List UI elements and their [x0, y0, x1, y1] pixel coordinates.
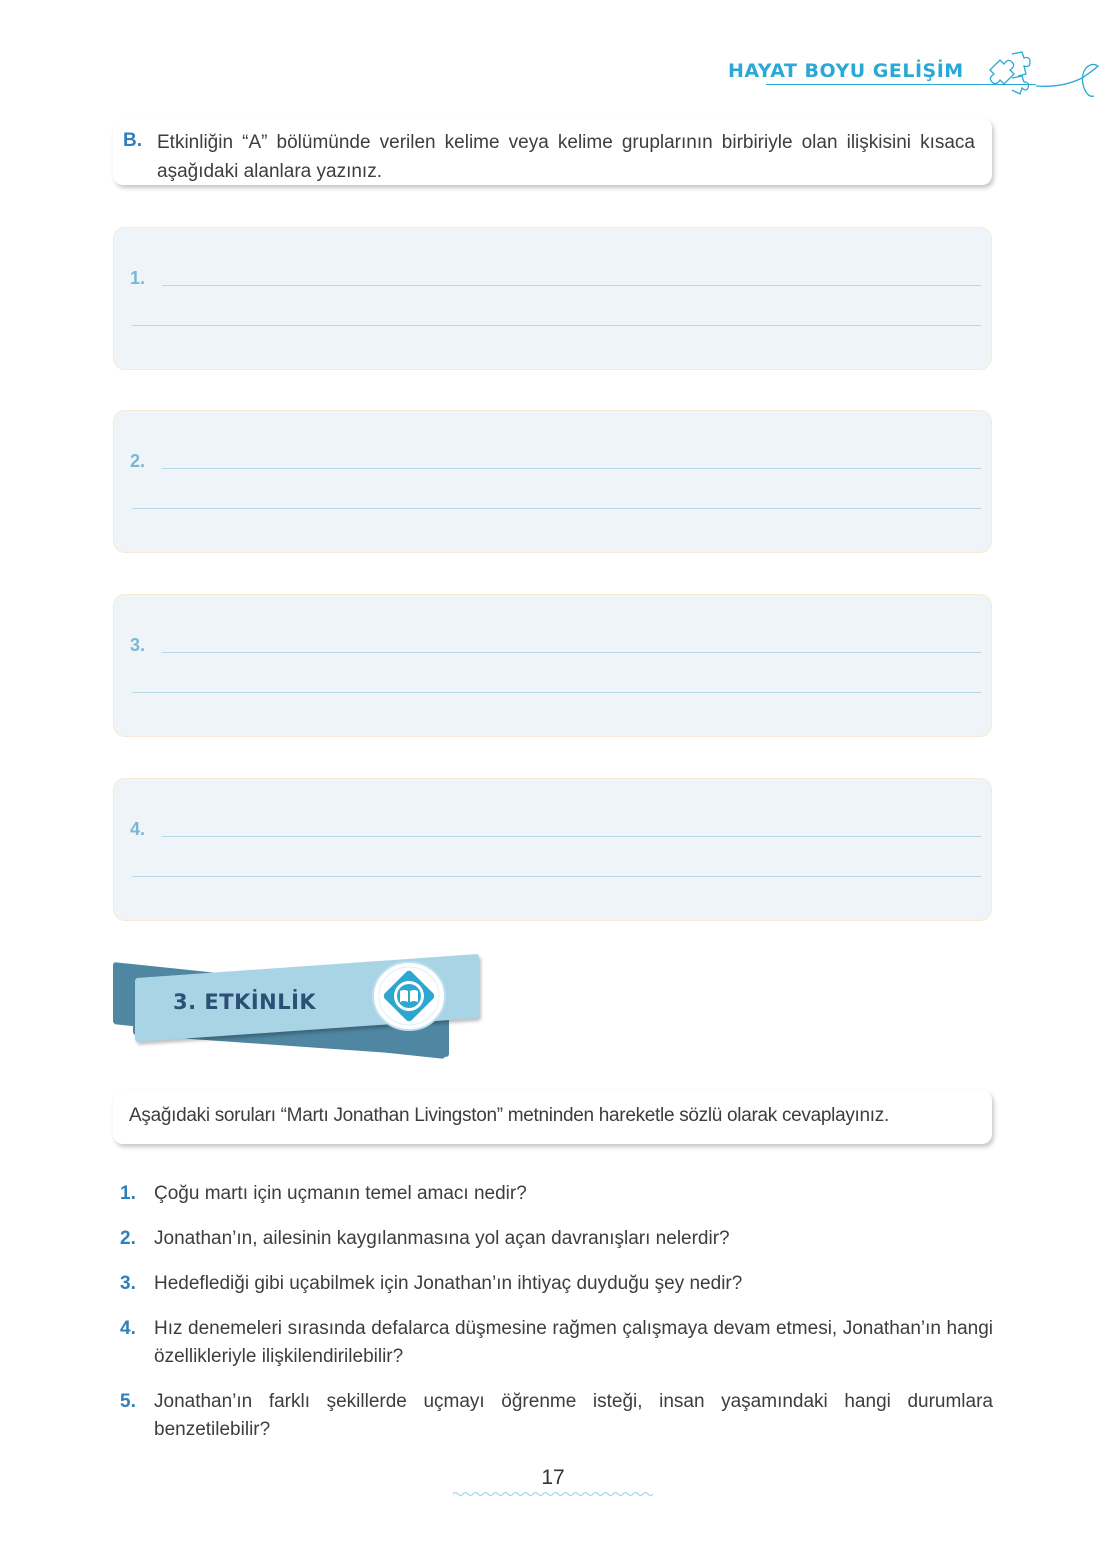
question-item [120, 1388, 993, 1444]
answer-box-1[interactable] [113, 227, 992, 370]
section-b-text: Etkinliğin “A” bölümünde verilen kelime veya kelime gruplarının birbiriyle olan ilişkisini kısaca aşağıdaki alanlara yazınız. [157, 132, 975, 182]
answer-box-3[interactable] [113, 594, 992, 737]
activity-banner [113, 960, 493, 1055]
question-item [120, 1270, 993, 1298]
section-letter: B. [123, 130, 142, 151]
question-text: Hız denemeleri sırasında defalarca düşmesine rağmen çalışmaya devam etmesi, Jonathan’ın hangi özellikleriyle ilişkilendirilebilir? [154, 1318, 993, 1367]
page-number: 17 [541, 1466, 565, 1489]
instruction-box-2 [113, 1090, 992, 1144]
page-header [720, 48, 1106, 108]
answer-number: 4. [130, 819, 146, 839]
question-list [120, 1180, 993, 1461]
activity-title: 3. ETKİNLİK [173, 990, 317, 1014]
question-item [120, 1315, 993, 1371]
puzzle-icon [982, 48, 1106, 104]
question-number: 5. [120, 1391, 136, 1412]
question-text: Hedeflediği gibi uçabilmek için Jonathan’ın ihtiyaç duyduğu şey nedir? [154, 1273, 743, 1294]
answer-number: 1. [130, 268, 146, 288]
instruction-text: Aşağıdaki soruları “Martı Jonathan Livingston” metninden hareketle sözlü olarak cevaplayınız. [129, 1105, 889, 1126]
question-item [120, 1180, 993, 1208]
answer-box-2[interactable] [113, 410, 992, 553]
answer-line[interactable] [132, 508, 981, 509]
header-title: HAYAT BOYU GELİŞİM [728, 60, 964, 82]
answer-box-4[interactable] [113, 778, 992, 921]
question-text: Çoğu martı için uçmanın temel amacı nedir? [154, 1183, 527, 1204]
answer-line[interactable] [132, 325, 981, 326]
question-number: 2. [120, 1228, 136, 1249]
answer-line[interactable] [132, 692, 981, 693]
answer-line[interactable] [132, 876, 981, 877]
book-icon [371, 960, 449, 1032]
answer-line[interactable] [162, 652, 981, 653]
question-number: 1. [120, 1183, 136, 1204]
answer-line[interactable] [162, 468, 981, 469]
answer-line[interactable] [162, 285, 981, 286]
answer-number: 3. [130, 635, 146, 655]
instruction-box-b [113, 118, 992, 185]
question-item [120, 1225, 993, 1253]
question-number: 3. [120, 1273, 136, 1294]
question-number: 4. [120, 1318, 136, 1339]
footer-decoration [453, 1490, 653, 1498]
question-text: Jonathan’ın, ailesinin kaygılanmasına yol açan davranışları nelerdir? [154, 1228, 730, 1249]
question-text: Jonathan’ın farklı şekillerde uçmayı öğrenme isteği, insan yaşamındaki hangi durumlara benzetilebilir? [154, 1391, 993, 1440]
answer-line[interactable] [162, 836, 981, 837]
answer-number: 2. [130, 451, 146, 471]
